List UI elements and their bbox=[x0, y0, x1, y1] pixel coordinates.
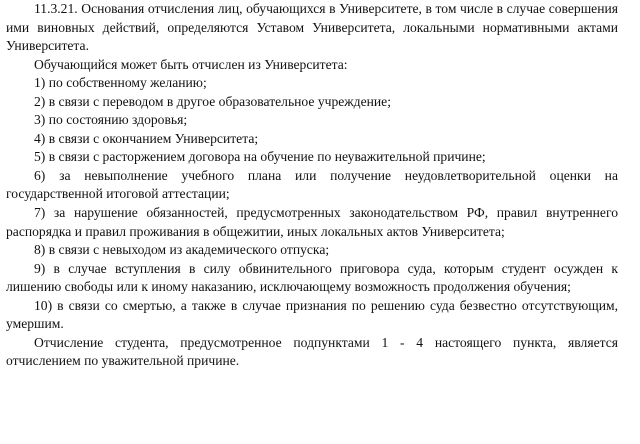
list-item: 1) по собственному желанию; bbox=[34, 75, 207, 91]
list-item: 5) в связи с расторжением договора на обучение по неуважительной причине; bbox=[34, 149, 486, 165]
list-item: 3) по состоянию здоровья; bbox=[34, 112, 188, 128]
list-item: 10) в связи со смертью, а также в случае признания по решению суда безвестно отсутствующим, умершим. bbox=[6, 297, 618, 332]
list-item: 4) в связи с окончанием Университета; bbox=[34, 130, 259, 146]
list-item: 9) в случае вступления в силу обвинительного приговора суда, которым студент осужден к лишению свободы или к иному наказанию, исключающему возможность продолжения обучения; bbox=[6, 260, 618, 295]
list-item: 6) за невыполнение учебного плана или получение неудовлетворительной оценки на государственной итоговой аттестации; bbox=[6, 167, 618, 202]
closing-paragraph: Отчисление студента, предусмотренное подпунктами 1 - 4 настоящего пункта, является отчислением по уважительной причине. bbox=[6, 334, 618, 369]
list-item: 8) в связи с невыходом из академического отпуска; bbox=[34, 242, 330, 258]
list-lead: Обучающийся может быть отчислен из Университета: bbox=[34, 56, 348, 72]
intro-paragraph: 11.3.21. Основания отчисления лиц, обучающихся в Университете, в том числе в случае совершения ими виновных действий, определяются Уставом Университета, локальными нормативными актами Университета. bbox=[6, 1, 618, 54]
list-item: 2) в связи с переводом в другое образовательное учреждение; bbox=[34, 93, 391, 109]
list-item: 7) за нарушение обязанностей, предусмотренных законодательством РФ, правил внутреннего распорядка и правил проживания в общежитии, иных локальных актов Университета; bbox=[6, 205, 618, 239]
document-body bbox=[6, 0, 618, 371]
